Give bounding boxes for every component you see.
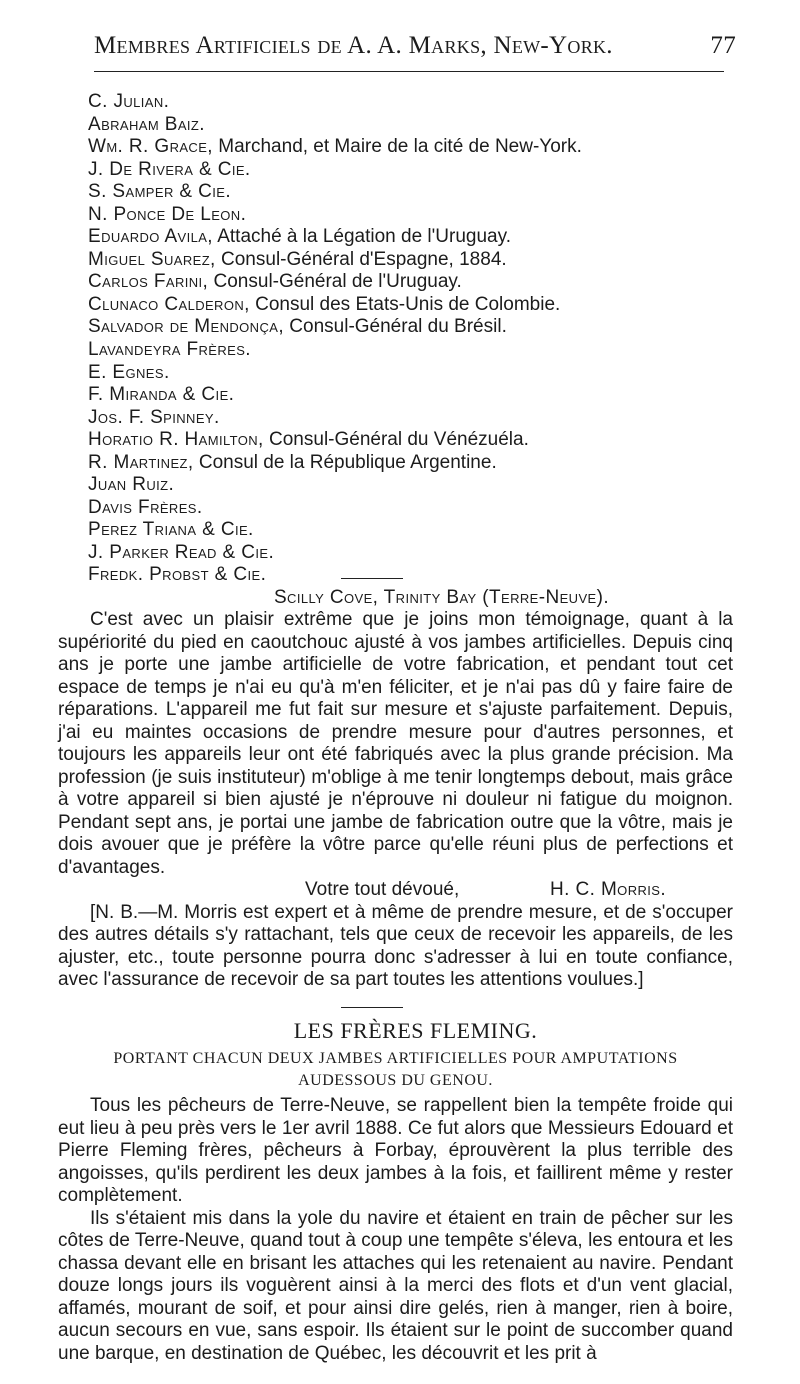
list-item (88, 497, 728, 520)
list-item (88, 362, 728, 385)
list-item-description: Consul-Général d'Espagne, 1884. (221, 248, 507, 270)
letter-place: Scilly Cove, Trinity Bay (Terre-Neuve). (273, 587, 610, 608)
list-item-name: Clunaco Calderon, (88, 293, 250, 315)
section-subtitle-line2: AUDESSOUS DU GENOU. (298, 1072, 493, 1089)
letter-note: [N. B.—M. Morris est expert et à même de prendre mesure, et de s'occuper des autres détails s'y rattachant, tels que ceux de recevoir les appareils, de les ajuster, etc., toute personne pourra donc s'adresser à lui en toute confiance, avec l'assurance de recevoir de sa part toutes les attentions voulues.] (58, 901, 733, 990)
list-item (88, 407, 728, 430)
list-item-name: Juan Ruiz. (88, 474, 175, 496)
list-item-name: Abraham Baiz. (88, 113, 205, 135)
list-item-name: S. Samper & Cie. (88, 181, 232, 203)
letter-closing: Votre tout dévoué, (305, 879, 460, 900)
list-item-name: Wm. R. Grace, (88, 136, 213, 158)
list-item-name: Perez Triana & Cie. (88, 519, 254, 541)
list-item-name: Eduardo Avila, (88, 226, 213, 248)
list-item (88, 181, 728, 204)
section-title: LES FRÈRES FLEMING. (293, 1018, 538, 1043)
list-item (88, 249, 728, 272)
list-item-name: J. Parker Read & Cie. (88, 541, 275, 563)
list-item-description: Consul-Général du Vénézuéla. (269, 429, 529, 451)
list-item (88, 271, 728, 294)
list-item-name: Fredk. Probst & Cie. (88, 564, 267, 586)
list-item (88, 204, 728, 227)
list-item-name: Davis Frères. (88, 496, 203, 518)
list-item (88, 384, 728, 407)
list-item-name: Carlos Farini, (88, 271, 209, 293)
list-item (88, 519, 728, 542)
separator-rule (341, 1007, 403, 1008)
list-item (88, 294, 728, 317)
list-item (88, 564, 728, 587)
header-rule (94, 71, 724, 72)
running-head-title: Membres Artificiels de A. A. Marks, New-York. (94, 32, 613, 59)
list-item (88, 429, 728, 452)
letter-signature-line (58, 879, 733, 902)
section-paragraph-1: Tous les pêcheurs de Terre-Neuve, se rappellent bien la tempête froide qui eut lieu à peu près vers le 1er avril 1888. Ce fut alors que Messieurs Edouard et Pierre Fleming frères, pêcheurs à Forbay, éprouvèrent la plus terrible des angoisses, qu'ils perdirent les deux jambes à la fois, et faillirent même y rester complètement. (58, 1095, 733, 1206)
letter-signature: H. C. Morris. (550, 879, 667, 900)
list-item-name: Salvador de Mendonça, (88, 316, 285, 338)
list-item-name: E. Egnes. (88, 361, 170, 383)
running-head (94, 32, 736, 62)
list-item-name: Horatio R. Hamilton, (88, 429, 264, 451)
list-item-name: N. Ponce De Leon. (88, 203, 247, 225)
list-item (88, 226, 728, 249)
list-item (88, 474, 728, 497)
list-item-name: J. De Rivera & Cie. (88, 158, 251, 180)
list-item (88, 542, 728, 565)
list-item-description: Consul des Etats-Unis de Colombie. (255, 293, 561, 315)
list-item-name: Jos. F. Spinney. (88, 406, 220, 428)
list-item (88, 91, 728, 114)
list-item-name: R. Martinez, (88, 451, 194, 473)
fleming-section (58, 1018, 733, 1365)
list-item-name: Miguel Suarez, (88, 248, 216, 270)
list-item (88, 316, 728, 339)
list-item (88, 136, 728, 159)
list-item (88, 452, 728, 475)
list-item-name: F. Miranda & Cie. (88, 384, 235, 406)
letter-body: C'est avec un plaisir extrême que je joins mon témoignage, quant à la supériorité du pied en caoutchouc ajusté à vos jambes artificielles. Depuis cinq ans je porte une jambe artificielle de votre fabrication, et pendant tout cet espace de temps je n'ai eu qu'à m'en féliciter, et je n'ai pas dû y faire faire de réparations. L'appareil me fut fait sur mesure et s'ajuste parfaitement. Depuis, j'ai eu maintes occasions de prendre mesure pour d'autres personnes, et toujours les appareils leur ont été fabriqués avec la plus grande précision. Ma profession (je suis instituteur) m'oblige à me tenir longtemps debout, mais grâce à votre appareil si bien ajusté je n'éprouve ni douleur ni fatigue du moignon. Pendant sept ans, je portai une jambe de fabrication outre que la vôtre, mais je dois avouer que je préfère la vôtre parce qu'elle réuni plus de perfections et d'avantages. (58, 609, 733, 878)
letter-block (58, 587, 733, 992)
page-number: 77 (710, 32, 736, 59)
list-item-description: Attaché à la Légation de l'Uruguay. (217, 226, 511, 248)
list-item-description: Consul-Général du Brésil. (289, 316, 507, 338)
separator-rule (341, 578, 403, 579)
list-item (88, 339, 728, 362)
list-item (88, 114, 728, 137)
list-item-name: Lavandeyra Frères. (88, 339, 251, 361)
section-paragraph-2: Ils s'étaient mis dans la yole du navire et étaient en train de pêcher sur les côtes de Terre-Neuve, quand tout à coup une tempête s'éleva, les entoura et les chassa devant elle en brisant les attaches qui les retenaient au navire. Pendant douze longs jours ils voguèrent ainsi à la merci des flots et d'un vent glacial, affamés, mourant de soif, et pour ainsi dire gelés, rien à manger, rien à boire, aucun secours en vue, sans espoir. Ils étaient sur le point de succomber quand une barque, en destination de Québec, les découvrit et les prit à (58, 1207, 733, 1364)
section-subtitle-line1: PORTANT CHACUN DEUX JAMBES ARTIFICIELLES POUR AMPUTATIONS (113, 1050, 678, 1067)
list-item-description: Consul-Général de l'Uruguay. (213, 271, 462, 293)
list-item-description: Consul de la République Argentine. (198, 451, 497, 473)
list-item (88, 159, 728, 182)
list-item-name: C. Julian. (88, 91, 170, 112)
list-item-description: Marchand, et Maire de la cité de New-York. (218, 136, 582, 158)
endorser-list (88, 91, 728, 587)
